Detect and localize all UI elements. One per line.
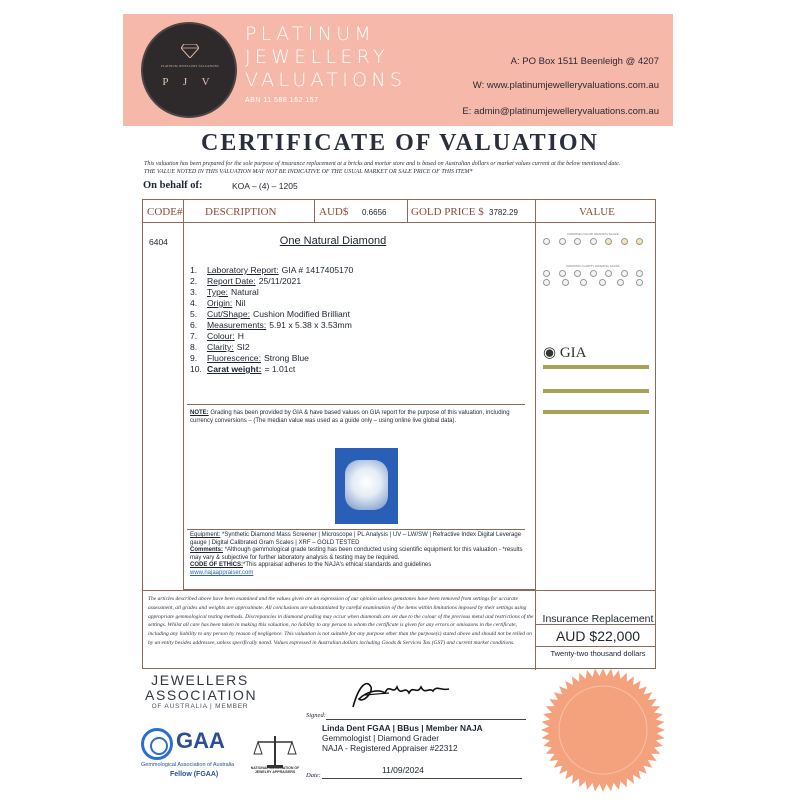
gia-logo-text: GIA [559, 345, 587, 361]
spec-value: 25/11/2021 [258, 276, 302, 286]
grade-dot-icon [621, 270, 628, 277]
col-value-header: VALUE [579, 206, 615, 218]
purpose-line-1: This valuation has been prepared for the sole purpose of insurance replacement at a bricks and mortar store and is based on Australian dollars or market values current at the below mentioned date. [144, 161, 621, 167]
spec-number: 8. [190, 342, 198, 352]
colour-grading-scale [543, 232, 643, 258]
grade-dot-icon [605, 238, 612, 245]
brand-name [245, 23, 406, 92]
equipment-section [190, 532, 525, 578]
grader-registration: NAJA - Registered Appraiser #22312 [322, 742, 458, 753]
logo-arc-text: PLATINUM JEWELLERY VALUATIONS [160, 64, 220, 68]
grader-role: Gemmologist | Diamond Grader [322, 732, 439, 743]
behalf-label: On behalf of: [143, 180, 203, 191]
pjv-logo [141, 22, 237, 118]
seal-icon [538, 665, 668, 795]
aud-divider [407, 200, 408, 222]
spec-key: Colour: [207, 331, 235, 341]
gold-price: 3782.29 [489, 208, 518, 217]
address: A: PO Box 1511 Beenleigh @ 4207 [510, 56, 659, 67]
grade-dot-icon [562, 279, 569, 286]
behalf-value: KOA – (4) – 1205 [232, 181, 298, 191]
col-aud-header: AUD$ [319, 206, 349, 218]
insurance-value-divider [535, 646, 655, 647]
insurance-value-words: Twenty-two thousand dollars [550, 649, 646, 658]
grade-dot-icon [590, 270, 597, 277]
spec-number: 10. [190, 364, 202, 374]
grade-dot-icon [621, 238, 628, 245]
date-line [322, 778, 522, 779]
spec-item [190, 265, 480, 276]
diamond-photo [335, 448, 398, 524]
assoc-line-2: ASSOCIATION [145, 687, 258, 703]
spec-key: Cut/Shape: [207, 309, 250, 319]
equipment-label: Equipment: [190, 532, 221, 538]
clarity-scale-title: DIAMOND CLARITY GRADING SCALE [566, 264, 620, 268]
spec-item [190, 298, 480, 309]
spec-value: = 1.01ct [264, 364, 296, 374]
spec-key: Report Date: [207, 276, 256, 286]
gia-section-bar [543, 410, 649, 414]
comments-label: Comments: [190, 547, 224, 554]
brand-line-3: VALUATIONS [245, 69, 407, 91]
spec-item [190, 320, 480, 331]
spec-key: Origin: [207, 298, 233, 308]
insurance-value: AUD $22,000 [555, 628, 641, 644]
spec-item [190, 309, 480, 320]
item-code: 6404 [149, 237, 168, 247]
certificate-title: CERTIFICATE OF VALUATION [201, 130, 599, 156]
spec-value: H [237, 331, 244, 341]
grade-dot-icon [636, 238, 643, 245]
brand-line-2: JEWELLERY [245, 46, 389, 68]
spec-value: Natural [231, 287, 259, 297]
spec-value: Strong Blue [263, 353, 309, 363]
spec-key: Carat weight: [207, 364, 262, 374]
naja-link[interactable]: www.najaappraiser.com [190, 569, 254, 576]
spec-number: 5. [190, 309, 198, 319]
naja-name: NATIONAL ASSOCIATION OF JEWELRY APPRAISERS [250, 766, 300, 774]
grade-dot-icon [590, 238, 597, 245]
note-label: NOTE: [190, 410, 209, 416]
date-value: 11/09/2024 [382, 765, 424, 775]
grader-name: Linda Dent FGAA | BBus | Member NAJA [322, 723, 483, 733]
spec-key: Laboratory Report: [207, 265, 279, 275]
grade-dot-icon [574, 238, 581, 245]
spec-key: Clarity: [207, 342, 234, 352]
spec-value: 5.91 x 5.38 x 3.53mm [269, 320, 352, 330]
colour-dots [543, 238, 643, 245]
spec-number: 7. [190, 331, 198, 341]
signed-label: Signed: [306, 712, 326, 719]
logo-initials: P J V [162, 76, 216, 88]
grade-dot-icon [599, 279, 606, 286]
grade-dot-icon [636, 270, 643, 277]
spec-item [190, 342, 480, 353]
ethics-label: CODE OF ETHICS: [190, 562, 244, 569]
clarity-dots [543, 270, 643, 277]
gia-section-bar [543, 365, 649, 369]
spec-value: SI2 [236, 342, 250, 352]
header-band [123, 14, 673, 126]
grade-dot-icon [543, 238, 550, 245]
website-link[interactable]: W: www.platinumjewelleryvaluations.com.au [472, 80, 659, 91]
gaa-full-name: Gemmological Association of Australia [141, 762, 235, 768]
assoc-line-1: JEWELLERS [151, 672, 249, 688]
ethics-text: *This appraisal adheres to the NAJA's ethical standards and guidelines [243, 562, 432, 569]
spec-key: Type: [207, 287, 229, 297]
desc-divider [314, 200, 315, 222]
spec-item [190, 287, 480, 298]
gaa-emblem-icon [141, 728, 173, 760]
date-label: Date: [306, 772, 321, 779]
grade-dot-icon [605, 270, 612, 277]
col-description-header: DESCRIPTION [205, 206, 277, 218]
ethics-line [190, 562, 525, 570]
spec-number: 1. [190, 265, 198, 275]
spec-item [190, 331, 480, 342]
grade-dot-icon [617, 279, 624, 286]
purpose-statement [144, 161, 664, 176]
equipment-divider [187, 529, 525, 530]
signature-icon [345, 677, 455, 713]
gia-report-image [543, 343, 649, 503]
note-divider [187, 404, 525, 405]
grade-dot-icon [580, 279, 587, 286]
spec-item [190, 353, 480, 364]
aud-rate: 0.6656 [362, 208, 387, 217]
spec-value: Nil [235, 298, 246, 308]
spec-number: 2. [190, 276, 198, 286]
spec-item [190, 364, 480, 375]
col-code-header: CODE# [147, 206, 183, 218]
note-text: Grading has been provided by GIA & have based values on GIA report for the purpose of this valuation, including currency conversions – (The median value was used as a guide only – using online live global data). [190, 410, 510, 424]
spec-number: 3. [190, 287, 198, 297]
desc-bottom [183, 589, 535, 590]
brand-line-1: PLATINUM [245, 23, 376, 45]
spec-list [190, 265, 480, 375]
col-gold-header: GOLD PRICE $ [411, 206, 484, 218]
disclaimer-text: The articles described above have been examined and the values given are an expression of our opinion unless gemstones have been removed from settings for accurate assessment, all grades and weights are approximate. All conclusions are substantiated by careful examination of the items within limitations imposed by their settings using appropriate gemmological testing methods. Discrepancies in diamond grading may occur when diamonds are set due to the colour of the precious metal and restrictions of the settings. Whilst all care has been taken in making this valuation, no liability to any person to whom the certificate is given for any errors or omissions in the certificate, including any liability to any person by reason of negligence. This valuation is not suitable for any purpose other than the purpose(s) stated above and should not be relied on by an entity besides addressee, unless specifically noted. Values expressed in Australian dollars including Goods & Services Tax (GST) and current market conditions. [148, 596, 534, 646]
spec-item [190, 276, 480, 287]
grade-dot-icon [636, 279, 643, 286]
grade-dot-icon [543, 270, 550, 277]
gia-section-bar [543, 389, 649, 393]
spec-number: 4. [190, 298, 198, 308]
spec-key: Fluorescence: [207, 353, 261, 363]
grade-dot-icon [574, 270, 581, 277]
email-link[interactable]: E: admin@platinumjewelleryvaluations.com.au [462, 106, 659, 117]
clarity-dots-row-2 [543, 279, 643, 286]
equipment-text: *Synthetic Diamond Mass Screener | Microscope | PL Analysis | UV – LW/SW | Refractive Index Digital Leverage gauge | Digital Calibrated Gram Scales | XRF – GOLD TESTED [190, 532, 522, 546]
signature-line [326, 719, 526, 720]
grade-dot-icon [559, 238, 566, 245]
cushion-diamond-icon [345, 460, 388, 510]
seal-burst [541, 668, 665, 792]
purpose-line-2: THE VALUE NOTED IN THIS VALUATION MAY NOT BE INDICATIVE OF THE USUAL MARKET OR SALE PRICE OF THIS ITEM* [144, 168, 473, 175]
item-title: One Natural Diamond [279, 235, 387, 247]
comments-line [190, 547, 525, 562]
code-divider [183, 200, 184, 590]
grader-details [322, 724, 483, 753]
jewellers-association-logo [145, 672, 258, 703]
grade-dot-icon [559, 270, 566, 277]
header-divider [143, 222, 655, 223]
comments-text: *Although gemmological grade testing has been conducted using scientific equipment for this valuation - *results may vary & subjective for further laboratory analysis & testing may be required. [190, 547, 523, 561]
gia-logo: ◉ GIA [543, 345, 587, 361]
insurance-label: Insurance Replacement [542, 613, 654, 625]
spec-number: 6. [190, 320, 198, 330]
spec-number: 9. [190, 353, 198, 363]
colour-scale-title: DIAMOND COLOR GRADING SCALE [567, 232, 619, 236]
abn-number: ABN 11 588 162 157 [245, 97, 319, 104]
spec-key: Measurements: [207, 320, 267, 330]
valuation-table [142, 199, 656, 669]
grade-dot-icon [543, 279, 550, 286]
fellow-badge: Fellow (FGAA) [170, 771, 219, 778]
diamond-icon [181, 44, 199, 58]
grading-note [190, 409, 520, 425]
spec-value: GIA # 1417405170 [281, 265, 354, 275]
spec-value: Cushion Modified Brilliant [253, 309, 350, 319]
assoc-member: OF AUSTRALIA | MEMBER [151, 703, 249, 710]
clarity-grading-scale [543, 264, 643, 294]
gaa-logo: GAA [176, 728, 225, 753]
bottom-divider [143, 590, 655, 591]
equipment-line [190, 532, 525, 547]
